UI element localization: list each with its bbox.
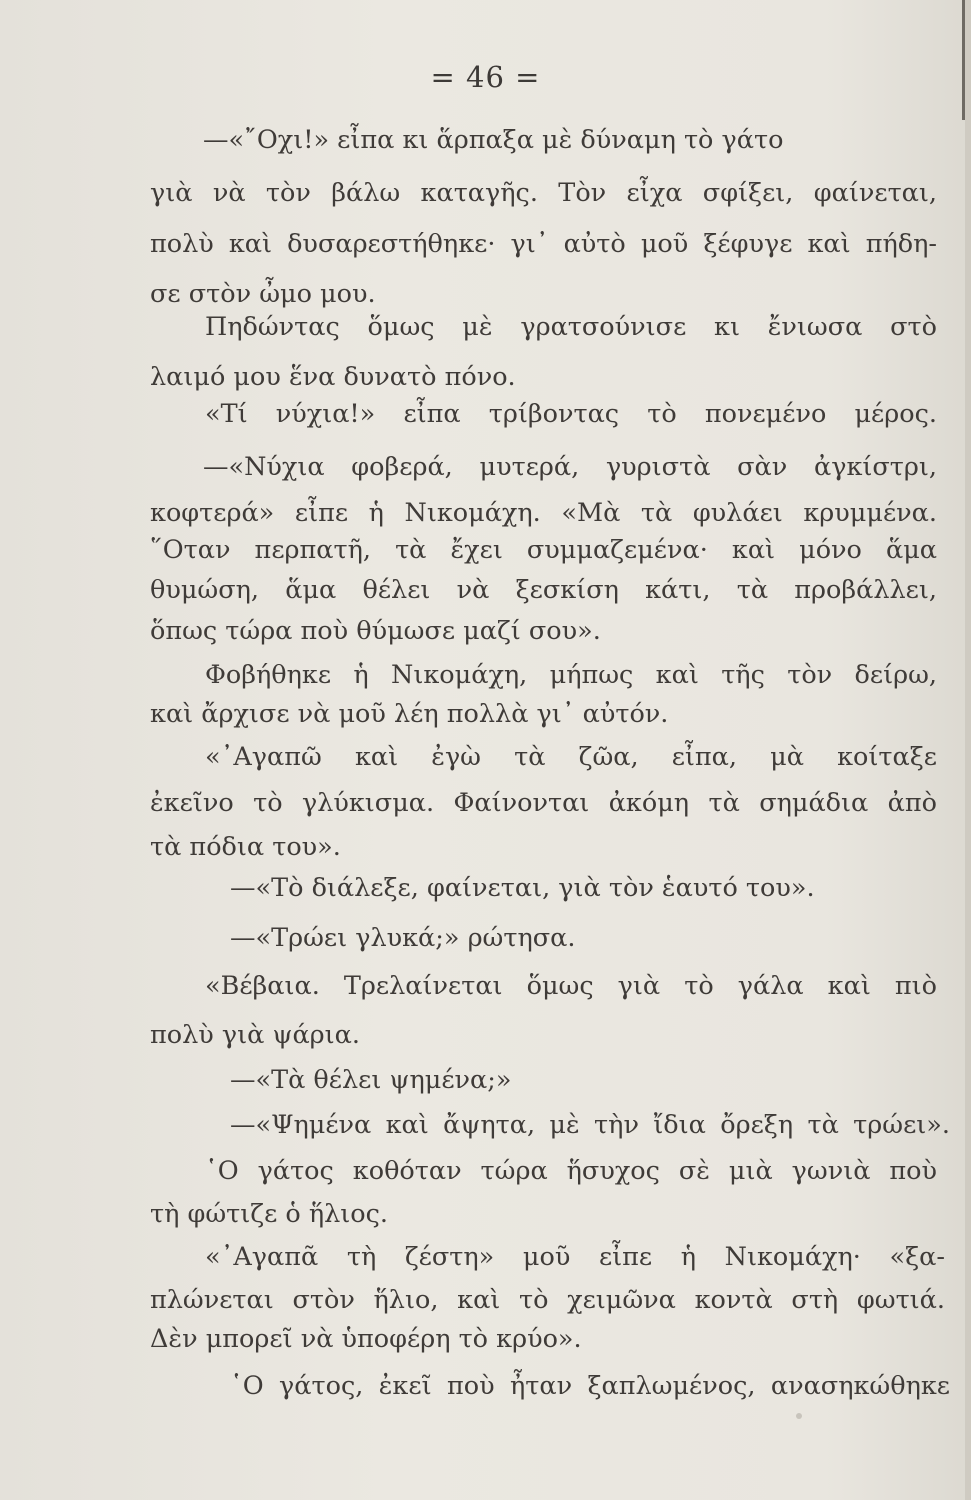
text-line: ἐκεῖνο τὸ γλύκισμα. Φαίνονται ἀκόμη τὰ σημάδια ἀπὸ [150,788,937,818]
text-line: —«῎Οχι!» εἶπα κι ἅρπαξα μὲ δύναμη τὸ γάτο [203,125,784,155]
text-line: —«Ψημένα καὶ ἄψητα, μὲ τὴν ἴδια ὄρεξη τὰ τρώει». [230,1110,950,1140]
text-line: κοφτερά» εἶπε ἡ Νικομάχη. «Μὰ τὰ φυλάει κρυμμένα. [150,498,937,528]
text-line: «᾿Αγαπῶ καὶ ἐγὼ τὰ ζῶα, εἶπα, μὰ κοίταξε [205,742,937,772]
text-line: ῾Ο γάτος κοθόταν τώρα ἥσυχος σὲ μιὰ γωνιὰ ποὺ [205,1156,937,1186]
text-line: Δὲν μπορεῖ νὰ ὑποφέρη τὸ κρύο». [150,1324,582,1354]
text-line: «Τί νύχια!» εἶπα τρίβοντας τὸ πονεμένο μέρος. [205,399,937,429]
text-line: λαιμό μου ἕνα δυνατὸ πόνο. [150,362,516,392]
text-line: καὶ ἄρχισε νὰ μοῦ λέη πολλὰ γι᾿ αὐτόν. [150,699,669,729]
page-number: = 46 = [430,60,541,94]
text-line: πλώνεται στὸν ἥλιο, καὶ τὸ χειμῶνα κοντὰ στὴ φωτιά. [150,1285,945,1315]
text-line: «Βέβαια. Τρελαίνεται ὅμως γιὰ τὸ γάλα καὶ πιὸ [205,971,937,1001]
text-line: «᾿Αγαπᾶ τὴ ζέστη» μοῦ εἶπε ἡ Νικομάχη· «ξα- [205,1242,945,1272]
text-line: ῞Οταν περπατῆ, τὰ ἔχει συμμαζεμένα· καὶ μόνο ἅμα [150,535,937,565]
text-line: πολὺ γιὰ ψάρια. [150,1020,360,1050]
text-line: ὅπως τώρα ποὺ θύμωσε μαζί σου». [150,616,601,646]
text-line: τὴ φώτιζε ὁ ἥλιος. [150,1199,389,1229]
text-line: πολὺ καὶ δυσαρεστήθηκε· γι᾿ αὐτὸ μοῦ ξέφυγε καὶ πήδη- [150,229,937,259]
text-line: —«Τὸ διάλεξε, φαίνεται, γιὰ τὸν ἑαυτό του». [230,873,815,903]
text-line: γιὰ νὰ τὸν βάλω καταγῆς. Τὸν εἶχα σφίξει, φαίνεται, [150,178,937,208]
paper-stain [796,1413,802,1419]
text-line: ῾Ο γάτος, ἐκεῖ ποὺ ἦταν ξαπλωμένος, ανασηκώθηκε [230,1371,950,1401]
page-edge [965,0,971,1500]
text-line: θυμώση, ἅμα θέλει νὰ ξεσκίση κάτι, τὰ προβάλλει, [150,575,937,605]
text-line: σε στὸν ὦμο μου. [150,279,376,309]
text-line: —«Νύχια φοβερά, μυτερά, γυριστὰ σὰν ἀγκίστρι, [203,452,937,482]
text-line: —«Τρώει γλυκά;» ρώτησα. [230,923,576,953]
text-line: Φοβήθηκε ἡ Νικομάχη, μήπως καὶ τῆς τὸν δείρω, [205,660,937,690]
text-line: Πηδώντας ὅμως μὲ γρατσούνισε κι ἔνιωσα στὸ [205,312,937,342]
text-line: —«Τὰ θέλει ψημένα;» [230,1065,512,1095]
text-line: τὰ πόδια του». [150,832,341,862]
